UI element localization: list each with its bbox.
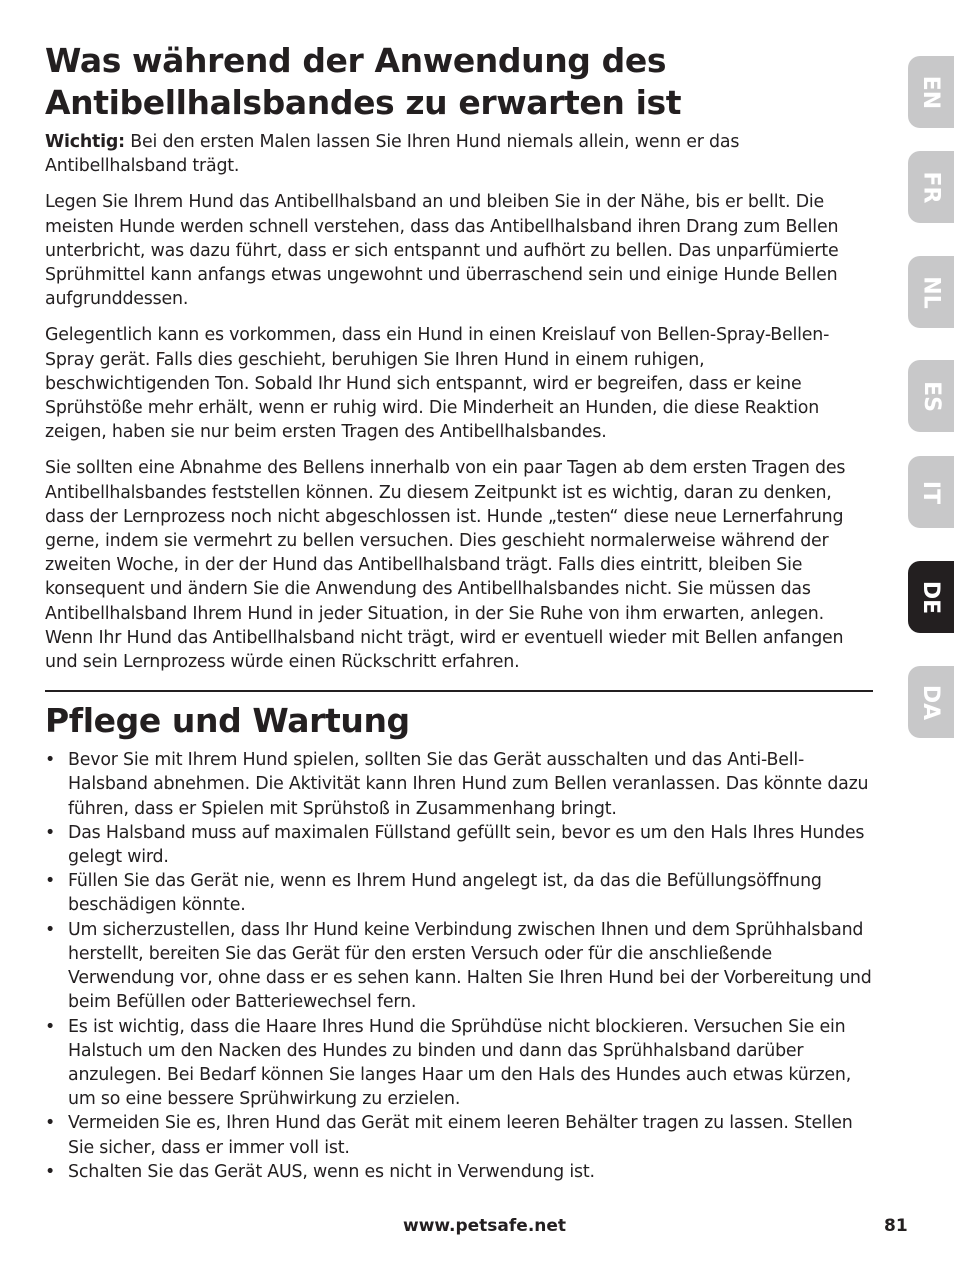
bullet-icon: • xyxy=(45,1113,56,1134)
section-divider xyxy=(45,690,873,692)
section-title-line-1: Was während der Anwendung des xyxy=(45,41,667,80)
list-item-text: Das Halsband muss auf maximalen Füllstand gefüllt sein, bevor es um den Hals Ihres Hundes gelegt wird. xyxy=(68,822,865,868)
paragraph-3: Sie sollten eine Abnahme des Bellens innerhalb von ein paar Tagen ab dem ersten Tragen des Antibellhalsbandes feststellen können. Zu diesem Zeitpunkt ist es wichtig, daran zu denken, dass der Lernprozess noch nicht abgeschlossen ist. Hunde „testen“ diese neue Lernerfahrung gerne, indem sie vermehrt zu bellen versuchen. Dies geschieht normalerweise während der zweiten Woche, in der der Hund das Antibellhalsband trägt. Falls dies eintritt, bleiben Sie konsequent und ändern Sie die Anwendung des Antibellhalsbandes nicht. Sie müssen das Antibellhalsband Ihrem Hund in jeder Situation, in der Sie Ruhe von ihm erwarten, anlegen. Wenn Ihr Hund das Antibellhalsband nicht trägt, wird er eventuell wieder mit Bellen anfangen und sein Lernprozess würde einen Rückschritt erfahren. xyxy=(45,458,846,673)
tab-label-da: DA xyxy=(918,684,944,720)
list-item-text: Vermeiden Sie es, Ihren Hund das Gerät mit einem leeren Behälter tragen zu lassen. Stellen Sie sicher, dass er immer voll ist. xyxy=(68,1113,853,1158)
tab-label-it: IT xyxy=(918,480,944,504)
list-item xyxy=(45,821,873,869)
tab-label-fr: FR xyxy=(918,171,944,203)
list-item xyxy=(45,1015,873,1112)
important-label: Wichtig: xyxy=(45,132,125,152)
tab-label-es: ES xyxy=(918,380,944,412)
important-note xyxy=(45,130,873,178)
list-item xyxy=(45,869,873,917)
section-title-care: Pflege und Wartung xyxy=(45,701,410,741)
bullet-icon: • xyxy=(45,871,56,892)
tab-da[interactable] xyxy=(908,666,954,738)
bullet-icon: • xyxy=(45,1016,56,1037)
list-item xyxy=(45,918,873,1015)
list-item xyxy=(45,1111,873,1159)
bullet-icon: • xyxy=(45,919,56,940)
tab-en[interactable] xyxy=(908,56,954,128)
tab-nl[interactable] xyxy=(908,256,954,328)
bullet-icon: • xyxy=(45,1161,56,1182)
list-item xyxy=(45,1160,873,1184)
tab-es[interactable] xyxy=(908,360,954,432)
tab-fr[interactable] xyxy=(908,151,954,223)
paragraph-2: Gelegentlich kann es vorkommen, dass ein Hund in einen Kreislauf von Bellen-Spray-Bellen-Spray gerät. Falls dies geschieht, beruhigen Sie Ihren Hund in einem ruhigen, beschwichtigenden Ton. Sobald Ihr Hund sich entspannt, wird er begreifen, dass er keine Sprühstöße mehr erhält, wenn er ruhig wird. Die Minderheit an Hunden, die diese Reaktion zeigen, haben sie nur beim ersten Tragen des Antibellhalsbandes. xyxy=(45,325,830,443)
tab-label-en: EN xyxy=(918,75,944,109)
list-item-text: Es ist wichtig, dass die Haare Ihres Hund die Sprühdüse nicht blockieren. Versuchen Sie ein Halstuch um den Nacken des Hundes zu binden und dann das Sprühhalsband darüber anzulegen. Bei Bedarf können Sie langes Haar um den Hals des Hundes auch etwas kürzen, um so eine bessere Sprühwirkung zu erzielen. xyxy=(68,1016,852,1110)
page-number: 81 xyxy=(884,1216,908,1236)
list-item-text: Füllen Sie das Gerät nie, wenn es Ihrem Hund angelegt ist, da das die Befüllungsöffnung beschädigen könnte. xyxy=(68,871,822,916)
section-title-expectations xyxy=(45,40,873,124)
list-item-text: Um sicherzustellen, dass Ihr Hund keine Verbindung zwischen Ihnen und dem Sprühhalsband herstellt, bereiten Sie das Gerät für den ersten Versuch oder für die anschließende Verwendung vor, ohne dass er es sehen kann. Halten Sie Ihren Hund bei der Vorbereitung und beim Befüllen oder Batteriewechsel fern. xyxy=(68,919,872,1013)
list-item-text: Schalten Sie das Gerät AUS, wenn es nicht in Verwendung ist. xyxy=(68,1161,595,1182)
paragraph-1: Legen Sie Ihrem Hund das Antibellhalsband an und bleiben Sie in der Nähe, bis er bellt. Die meisten Hunde werden schnell verstehen, dass das Antibellhalsband ihren Drang zum Bellen unterbricht, was dazu führt, dass er sich entspannt und aufhört zu bellen. Das unparfümierte Sprühmittel kann anfangs etwas ungewohnt und überraschend sein und einige Hunde Bellen aufgrunddessen. xyxy=(45,192,839,310)
footer-url[interactable]: www.petsafe.net xyxy=(403,1216,567,1236)
tab-it[interactable] xyxy=(908,456,954,528)
important-text: Bei den ersten Malen lassen Sie Ihren Hund niemals allein, wenn er das Antibellhalsband trägt. xyxy=(45,132,740,177)
bullet-icon: • xyxy=(45,822,56,843)
tab-label-nl: NL xyxy=(918,275,944,309)
tab-de[interactable] xyxy=(908,561,954,633)
list-item-text: Bevor Sie mit Ihrem Hund spielen, sollten Sie das Gerät ausschalten und das Anti-Bell-Halsband abnehmen. Die Aktivität kann Ihren Hund zum Bellen veranlassen. Das könnte dazu führen, dass er Spielen mit Sprühstoß in Zusammenhang bringt. xyxy=(68,750,869,819)
page-content xyxy=(45,40,873,1184)
tab-label-de: DE xyxy=(918,580,944,614)
section-title-line-2: Antibellhalsbandes zu erwarten ist xyxy=(45,83,682,122)
care-bullet-list xyxy=(45,748,873,1184)
bullet-icon: • xyxy=(45,750,56,771)
list-item xyxy=(45,748,873,821)
